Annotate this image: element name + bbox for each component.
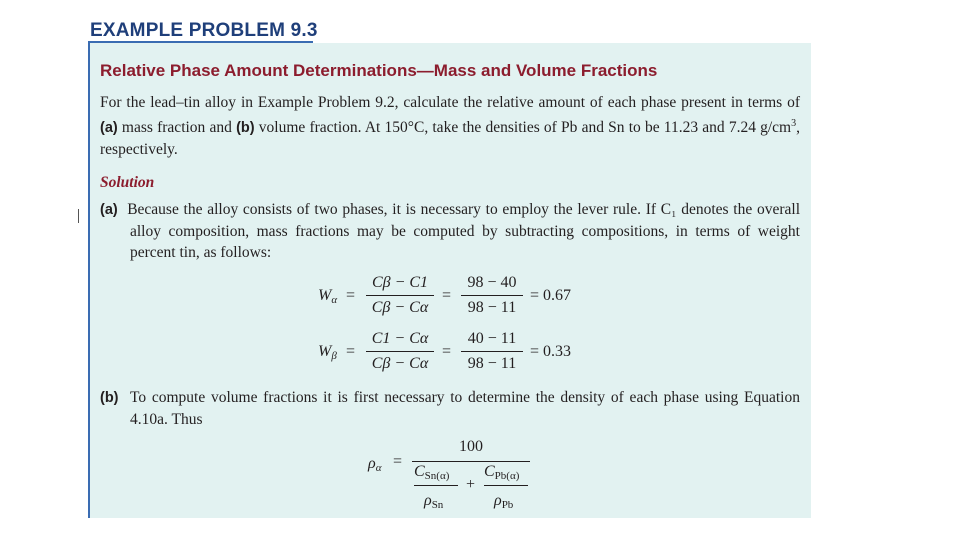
statement-mid-1: mass fraction and: [117, 119, 237, 137]
equals-sign: =: [346, 287, 356, 304]
main-fraction-bar: [412, 461, 530, 462]
equals-sign: =: [442, 287, 452, 304]
w-alpha-numeric-fraction: 98 − 40 98 − 11: [461, 274, 523, 317]
w-beta-symbolic-fraction: C1 − Cα Cβ − Cα: [366, 330, 434, 373]
pb-subfraction-bar: [484, 485, 528, 486]
c-pb-alpha-term: $C_{Pb(\alpha)}$: [484, 463, 520, 482]
part-a-body: Because the alloy consists of two phases, it is necessary to employ the lever rule. If C₁ denotes the overall alloy composition, mass fractions may be computed by subtracting compositions, in terms of weight percent tin, as follows:: [127, 201, 800, 261]
part-b-label: (b): [100, 390, 119, 406]
part-a-text: [100, 199, 800, 263]
statement-mid-2: volume fraction. At 150°C, take the densities of Pb and Sn to be 11.23 and 7.24 g/cm: [254, 119, 792, 137]
plus-sign: +: [466, 476, 476, 493]
equals-sign: =: [393, 453, 403, 470]
equals-sign: =: [442, 343, 452, 360]
rho-pb: $\rho_{Pb}$: [494, 492, 514, 511]
sn-subfraction-bar: [414, 485, 458, 486]
w-alpha-result: = 0.67: [530, 287, 572, 304]
rho-alpha-numerator: 100: [459, 438, 483, 455]
problem-statement: [100, 92, 800, 160]
solution-heading: Solution: [100, 174, 155, 191]
equals-sign: =: [346, 343, 356, 360]
statement-pre: For the lead–tin alloy in Example Problem 9.2, calculate the relative amount of each phase present in terms of: [100, 94, 800, 111]
w-beta-result: = 0.33: [530, 343, 572, 360]
c-sn-alpha-term: $C_{Sn(\alpha)}$: [414, 463, 450, 482]
part-a-marker: (a): [100, 120, 118, 137]
example-heading: EXAMPLE PROBLEM 9.3: [90, 20, 318, 41]
w-beta-lhs: $W_\beta$: [318, 343, 337, 362]
rho-alpha-lhs: $\rho_\alpha$: [368, 455, 382, 474]
cube-superscript: 3: [791, 118, 797, 129]
part-a-label: (a): [100, 202, 118, 218]
statement-post: , respectively.: [100, 119, 800, 159]
w-alpha-lhs: $W_\alpha$: [318, 287, 338, 306]
w-alpha-symbolic-fraction: Cβ − C1 Cβ − Cα: [366, 274, 434, 317]
rho-sn: $\rho_{Sn}$: [424, 492, 444, 511]
part-b-marker: (b): [236, 120, 255, 137]
part-b-text: [100, 387, 800, 430]
w-beta-numeric-fraction: 40 − 11 98 − 11: [461, 330, 523, 373]
margin-mark: [78, 209, 79, 223]
problem-title: Relative Phase Amount Determinations—Mass and Volume Fractions: [100, 61, 658, 80]
part-b-body: To compute volume fractions it is first necessary to determine the density of each phase using Equation 4.10a. Thus: [129, 389, 800, 428]
